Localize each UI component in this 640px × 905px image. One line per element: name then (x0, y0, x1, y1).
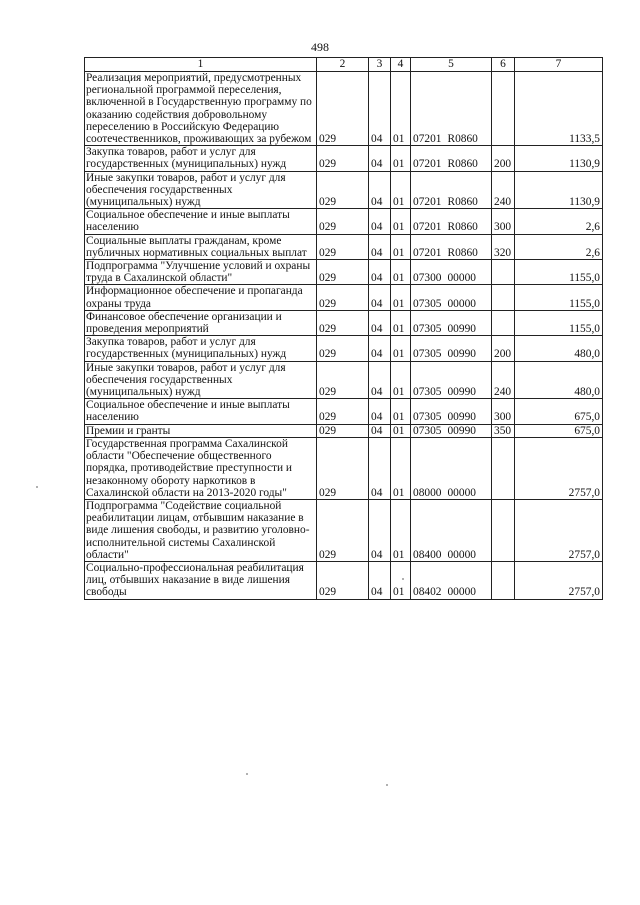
row-expense-type (492, 285, 515, 310)
row-name: Закупка товаров, работ и услуг для государственных (муниципальных) нужд (85, 336, 317, 361)
row-target-article (411, 561, 492, 599)
header-col-3: 3 (369, 58, 391, 72)
row-amount: 2757,0 (515, 499, 603, 561)
row-ministry-code: 029 (317, 561, 369, 599)
target-article-direction: 00000 (447, 586, 476, 599)
row-ministry-code: 029 (317, 437, 369, 499)
table-row (85, 336, 603, 361)
row-amount: 1133,5 (515, 72, 603, 146)
target-article-direction: 00990 (447, 323, 476, 336)
target-article-direction: R0860 (447, 158, 478, 171)
row-name: Финансовое обеспечение организации и проведения мероприятий (85, 310, 317, 335)
row-expense-type (492, 72, 515, 146)
target-article-program: 07201 (413, 133, 442, 146)
table-row (85, 424, 603, 437)
row-name: Иные закупки товаров, работ и услуг для обеспечения государственных (муниципальных) нужд (85, 171, 317, 209)
row-target-article (411, 260, 492, 285)
row-ministry-code: 029 (317, 399, 369, 424)
target-article-program: 08400 (413, 548, 442, 561)
row-amount: 675,0 (515, 424, 603, 437)
header-row (85, 58, 603, 72)
row-expense-type (492, 561, 515, 599)
row-target-article (411, 437, 492, 499)
target-article-program: 07300 (413, 272, 442, 285)
row-amount: 2,6 (515, 209, 603, 234)
table-row (85, 499, 603, 561)
target-article-direction: 00990 (447, 411, 476, 424)
row-target-article (411, 146, 492, 171)
row-amount: 480,0 (515, 336, 603, 361)
row-name: Подпрограмма "Содействие социальной реабилитации лицам, отбывшим наказание в виде лишения свободы, и развитию уголовно-исполнительной системы Сахалинской области" (85, 499, 317, 561)
row-expense-type: 300 (492, 209, 515, 234)
target-article-program: 07305 (413, 323, 442, 336)
row-expense-type (492, 437, 515, 499)
table-row (85, 399, 603, 424)
row-amount: 675,0 (515, 399, 603, 424)
row-subsection-code: 01 (391, 260, 411, 285)
row-section-code: 04 (369, 146, 391, 171)
row-target-article (411, 424, 492, 437)
target-article-program: 07305 (413, 348, 442, 361)
row-name: Социально-профессиональная реабилитация лиц, отбывших наказание в виде лишения свободы (85, 561, 317, 599)
row-expense-type: 300 (492, 399, 515, 424)
header-col-5: 5 (411, 58, 492, 72)
table-row (85, 260, 603, 285)
row-subsection-code: 01 (391, 399, 411, 424)
target-article-direction: 00000 (447, 297, 476, 310)
row-expense-type (492, 499, 515, 561)
row-subsection-code: 01 (391, 499, 411, 561)
row-target-article (411, 72, 492, 146)
row-expense-type (492, 310, 515, 335)
target-article-direction: R0860 (447, 221, 478, 234)
row-section-code: 04 (369, 310, 391, 335)
target-article-direction: 00000 (447, 272, 476, 285)
row-amount: 1155,0 (515, 285, 603, 310)
row-section-code: 04 (369, 234, 391, 259)
row-section-code: 04 (369, 437, 391, 499)
row-expense-type: 350 (492, 424, 515, 437)
row-target-article (411, 234, 492, 259)
row-amount: 1155,0 (515, 310, 603, 335)
table-row (85, 146, 603, 171)
row-section-code: 04 (369, 171, 391, 209)
row-subsection-code: 01 (391, 209, 411, 234)
row-ministry-code: 029 (317, 72, 369, 146)
row-target-article (411, 285, 492, 310)
target-article-program: 07201 (413, 196, 442, 209)
header-col-2: 2 (317, 58, 369, 72)
row-name: Социальное обеспечение и иные выплаты населению (85, 399, 317, 424)
row-name: Социальное обеспечение и иные выплаты населению (85, 209, 317, 234)
target-article-direction: R0860 (447, 133, 478, 146)
table-row (85, 310, 603, 335)
row-subsection-code: 01 (391, 361, 411, 399)
row-ministry-code: 029 (317, 361, 369, 399)
row-section-code: 04 (369, 561, 391, 599)
row-section-code: 04 (369, 336, 391, 361)
target-article-direction: 00990 (447, 424, 476, 437)
table-row (85, 285, 603, 310)
target-article-program: 07201 (413, 158, 442, 171)
row-subsection-code: 01 (391, 171, 411, 209)
row-target-article (411, 499, 492, 561)
row-name: Премии и гранты (85, 424, 317, 437)
scan-speck (386, 784, 388, 786)
row-expense-type (492, 260, 515, 285)
row-expense-type: 240 (492, 361, 515, 399)
row-subsection-code: 01 (391, 336, 411, 361)
row-subsection-code: 01 (391, 437, 411, 499)
row-subsection-code: 01 (391, 561, 411, 599)
scan-speck (246, 773, 248, 775)
target-article-program: 07305 (413, 411, 442, 424)
target-article-program: 08402 (413, 586, 442, 599)
target-article-program: 07305 (413, 386, 442, 399)
table-row (85, 561, 603, 599)
target-article-direction: 00990 (447, 386, 476, 399)
header-col-7: 7 (515, 58, 603, 72)
row-name: Закупка товаров, работ и услуг для государственных (муниципальных) нужд (85, 146, 317, 171)
row-name: Реализация мероприятий, предусмотренных региональной программой переселения, включенной в Государственную программу по оказанию содействия добровольному переселению в Российскую Федерацию соотечественников, проживающих за рубежом (85, 72, 317, 146)
row-ministry-code: 029 (317, 209, 369, 234)
row-ministry-code: 029 (317, 146, 369, 171)
row-ministry-code: 029 (317, 171, 369, 209)
row-ministry-code: 029 (317, 424, 369, 437)
table-row (85, 209, 603, 234)
row-ministry-code: 029 (317, 499, 369, 561)
row-target-article (411, 209, 492, 234)
budget-table (84, 57, 603, 600)
header-col-6: 6 (492, 58, 515, 72)
target-article-program: 07305 (413, 297, 442, 310)
row-amount: 1155,0 (515, 260, 603, 285)
row-name: Социальные выплаты гражданам, кроме публичных нормативных социальных выплат (85, 234, 317, 259)
row-target-article (411, 171, 492, 209)
row-expense-type: 200 (492, 146, 515, 171)
row-ministry-code: 029 (317, 336, 369, 361)
row-section-code: 04 (369, 424, 391, 437)
table-row (85, 72, 603, 146)
row-section-code: 04 (369, 399, 391, 424)
row-subsection-code: 01 (391, 310, 411, 335)
row-ministry-code: 029 (317, 260, 369, 285)
table-row (85, 437, 603, 499)
row-target-article (411, 310, 492, 335)
row-subsection-code: 01 (391, 234, 411, 259)
row-target-article (411, 361, 492, 399)
row-amount: 1130,9 (515, 171, 603, 209)
scan-speck (36, 486, 38, 488)
target-article-direction: 00000 (447, 548, 476, 561)
row-subsection-code: 01 (391, 72, 411, 146)
target-article-program: 07201 (413, 246, 442, 259)
row-name: Подпрограмма "Улучшение условий и охраны труда в Сахалинской области" (85, 260, 317, 285)
row-name: Государственная программа Сахалинской области "Обеспечение общественного порядка, противодействие преступности и незаконному обороту наркотиков в Сахалинской области на 2013-2020 годы" (85, 437, 317, 499)
row-subsection-code: 01 (391, 424, 411, 437)
row-subsection-code: 01 (391, 146, 411, 171)
row-section-code: 04 (369, 260, 391, 285)
scan-speck (402, 578, 404, 580)
target-article-direction: R0860 (447, 196, 478, 209)
row-amount: 1130,9 (515, 146, 603, 171)
row-ministry-code: 029 (317, 234, 369, 259)
row-section-code: 04 (369, 499, 391, 561)
row-section-code: 04 (369, 361, 391, 399)
row-section-code: 04 (369, 72, 391, 146)
row-expense-type: 320 (492, 234, 515, 259)
row-target-article (411, 336, 492, 361)
target-article-program: 08000 (413, 486, 442, 499)
target-article-direction: R0860 (447, 246, 478, 259)
row-amount: 2757,0 (515, 437, 603, 499)
row-ministry-code: 029 (317, 310, 369, 335)
page-number: 498 (311, 40, 329, 54)
target-article-direction: 00000 (447, 486, 476, 499)
row-amount: 2,6 (515, 234, 603, 259)
table-row (85, 171, 603, 209)
header-col-4: 4 (391, 58, 411, 72)
row-ministry-code: 029 (317, 285, 369, 310)
row-section-code: 04 (369, 209, 391, 234)
target-article-direction: 00990 (447, 348, 476, 361)
target-article-program: 07201 (413, 221, 442, 234)
row-section-code: 04 (369, 285, 391, 310)
row-subsection-code: 01 (391, 285, 411, 310)
row-amount: 480,0 (515, 361, 603, 399)
row-target-article (411, 399, 492, 424)
row-amount: 2757,0 (515, 561, 603, 599)
table-row (85, 361, 603, 399)
target-article-program: 07305 (413, 424, 442, 437)
row-name: Информационное обеспечение и пропаганда охраны труда (85, 285, 317, 310)
table-row (85, 234, 603, 259)
header-col-1: 1 (85, 58, 317, 72)
row-expense-type: 200 (492, 336, 515, 361)
row-expense-type: 240 (492, 171, 515, 209)
row-name: Иные закупки товаров, работ и услуг для обеспечения государственных (муниципальных) нужд (85, 361, 317, 399)
